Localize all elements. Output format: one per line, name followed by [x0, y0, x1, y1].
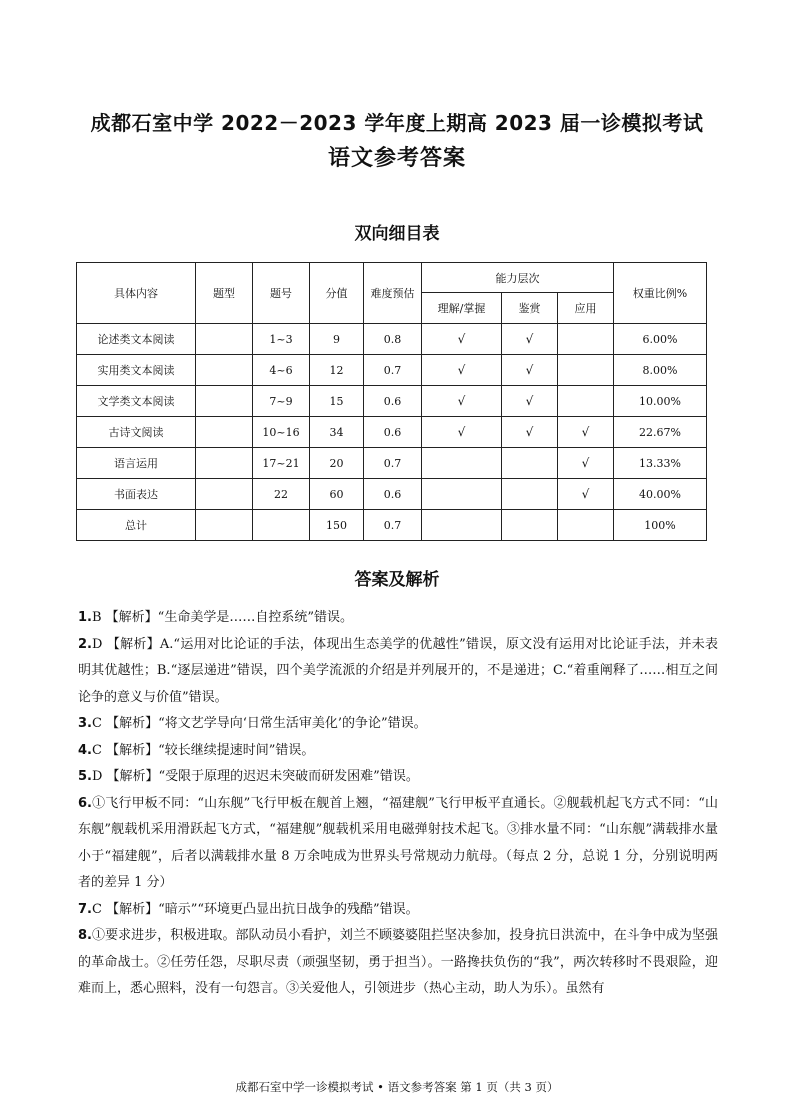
check-understand	[422, 448, 502, 479]
header-appreciate: 鉴赏	[502, 293, 558, 324]
cell-number: 1~3	[253, 324, 310, 355]
answers-list	[78, 605, 718, 1003]
cell-content: 书面表达	[77, 479, 196, 510]
cell-difficulty: 0.6	[364, 386, 422, 417]
cell-number: 10~16	[253, 417, 310, 448]
cell-content: 总计	[77, 510, 196, 541]
answer-number: 7.	[78, 901, 92, 917]
cell-type	[196, 510, 253, 541]
check-understand: √	[422, 417, 502, 448]
cell-difficulty: 0.6	[364, 479, 422, 510]
cell-weight: 22.67%	[614, 417, 707, 448]
answer-text: C 【解析】“暗示”“环境更凸显出抗日战争的残酷”错误。	[91, 901, 419, 917]
cell-weight: 40.00%	[614, 479, 707, 510]
cell-score: 12	[310, 355, 364, 386]
cell-content: 古诗文阅读	[77, 417, 196, 448]
answer-number: 1.	[78, 610, 92, 625]
exam-subtitle: 语文参考答案	[327, 146, 466, 171]
check-appreciate	[502, 448, 558, 479]
cell-score: 9	[310, 324, 364, 355]
cell-type	[196, 479, 253, 510]
answer-item	[78, 791, 718, 897]
answer-item	[78, 764, 718, 791]
answer-text: C 【解析】“将文艺学导向‘日常生活审美化’的争论”错误。	[91, 716, 427, 731]
cell-weight: 8.00%	[614, 355, 707, 386]
answer-number: 8.	[78, 928, 92, 943]
check-understand	[422, 479, 502, 510]
page-footer: 成都石室中学一诊模拟考试 • 语文参考答案 第 1 页（共 3 页）	[235, 1080, 559, 1094]
header-weight: 权重比例%	[614, 263, 707, 324]
cell-type	[196, 386, 253, 417]
cell-difficulty: 0.7	[364, 355, 422, 386]
cell-difficulty: 0.6	[364, 417, 422, 448]
answer-item	[78, 923, 718, 1003]
cell-weight: 6.00%	[614, 324, 707, 355]
answer-item	[78, 605, 718, 632]
answers-heading: 答案及解析	[354, 570, 440, 590]
answer-number: 6.	[78, 795, 92, 811]
exam-title: 成都石室中学 2022－2023 学年度上期高 2023 届一诊模拟考试	[90, 111, 704, 135]
check-appreciate: √	[502, 417, 558, 448]
cell-score: 150	[310, 510, 364, 541]
cell-difficulty: 0.8	[364, 324, 422, 355]
table-row-total	[77, 510, 707, 541]
cell-score: 15	[310, 386, 364, 417]
check-appreciate: √	[502, 386, 558, 417]
check-apply: √	[558, 448, 614, 479]
check-appreciate: √	[502, 324, 558, 355]
answer-item	[78, 738, 718, 765]
header-score: 分值	[310, 263, 364, 324]
check-appreciate	[502, 510, 558, 541]
check-understand: √	[422, 355, 502, 386]
cell-type	[196, 355, 253, 386]
cell-number	[253, 510, 310, 541]
check-apply: √	[558, 479, 614, 510]
cell-number: 22	[253, 479, 310, 510]
table-heading: 双向细目表	[354, 224, 440, 244]
table-row	[77, 386, 707, 417]
check-apply: √	[558, 417, 614, 448]
cell-content: 实用类文本阅读	[77, 355, 196, 386]
answer-text: D 【解析】A.“运用对比论证的手法，体现出生态美学的优越性”错误，原文没有运用对比论证手法，并未表明其优越性；B.“逐层递进”错误，四个美学流派的介绍是并列展开的，不是递进；C.“着重阐释了……相互之间论争的意义与价值”错误。	[78, 636, 718, 705]
cell-number: 7~9	[253, 386, 310, 417]
check-apply	[558, 386, 614, 417]
check-apply	[558, 510, 614, 541]
check-appreciate: √	[502, 355, 558, 386]
answer-item	[78, 632, 718, 712]
check-understand: √	[422, 324, 502, 355]
cell-weight: 10.00%	[614, 386, 707, 417]
answer-number: 2.	[78, 636, 92, 652]
cell-score: 34	[310, 417, 364, 448]
table-row	[77, 324, 707, 355]
table-row	[77, 417, 707, 448]
cell-number: 4~6	[253, 355, 310, 386]
cell-score: 20	[310, 448, 364, 479]
specification-table	[76, 262, 707, 541]
check-understand: √	[422, 386, 502, 417]
cell-number: 17~21	[253, 448, 310, 479]
answer-item	[78, 897, 718, 924]
check-apply	[558, 324, 614, 355]
cell-score: 60	[310, 479, 364, 510]
check-appreciate	[502, 479, 558, 510]
cell-type	[196, 448, 253, 479]
answer-item	[78, 711, 718, 738]
answer-text: B 【解析】“生命美学是……自控系统”错误。	[91, 610, 353, 625]
cell-content: 文学类文本阅读	[77, 386, 196, 417]
cell-weight: 13.33%	[614, 448, 707, 479]
header-content: 具体内容	[77, 263, 196, 324]
header-type: 题型	[196, 263, 253, 324]
cell-type	[196, 417, 253, 448]
header-difficulty: 难度预估	[364, 263, 422, 324]
answer-number: 3.	[78, 716, 92, 731]
check-apply	[558, 355, 614, 386]
answer-number: 5.	[78, 769, 92, 784]
cell-weight: 100%	[614, 510, 707, 541]
check-understand	[422, 510, 502, 541]
table-row	[77, 448, 707, 479]
answer-text: C 【解析】“较长继续提速时间”错误。	[91, 742, 315, 758]
answer-text: ①飞行甲板不同：“山东舰”飞行甲板在舰首上翘，“福建舰”飞行甲板平直通长。②舰载机起飞方式不同：“山东舰”舰载机采用滑跃起飞方式，“福建舰”舰载机采用电磁弹射技术起飞。③排水量不同：“山东舰”满载排水量小于“福建舰”，后者以满载排水量 8 万余吨成为世界头号常规动力航母。（每点 2 分，总说 1 分，分别说明两者的差异 1 分）	[78, 795, 718, 890]
header-number: 题号	[253, 263, 310, 324]
header-ability: 能力层次	[422, 263, 614, 293]
cell-difficulty: 0.7	[364, 448, 422, 479]
header-apply: 应用	[558, 293, 614, 324]
cell-type	[196, 324, 253, 355]
table-row	[77, 355, 707, 386]
answer-text: ①要求进步，积极进取。部队动员小看护，刘兰不顾婆婆阻拦坚决参加，投身抗日洪流中，在斗争中成为坚强的革命战士。②任劳任怨，尽职尽责（顽强坚韧，勇于担当）。一路搀扶负伤的“我”，两次转移时不畏艰险，迎难而上，悉心照料，没有一句怨言。③关爱他人，引领进步（热心主动，助人为乐）。虽然有	[78, 928, 718, 996]
cell-difficulty: 0.7	[364, 510, 422, 541]
cell-content: 论述类文本阅读	[77, 324, 196, 355]
table-row	[77, 479, 707, 510]
answer-number: 4.	[78, 742, 92, 758]
answer-text: D 【解析】“受限于原理的迟迟未突破而研发困难”错误。	[91, 769, 419, 784]
header-understand: 理解/掌握	[422, 293, 502, 324]
cell-content: 语言运用	[77, 448, 196, 479]
